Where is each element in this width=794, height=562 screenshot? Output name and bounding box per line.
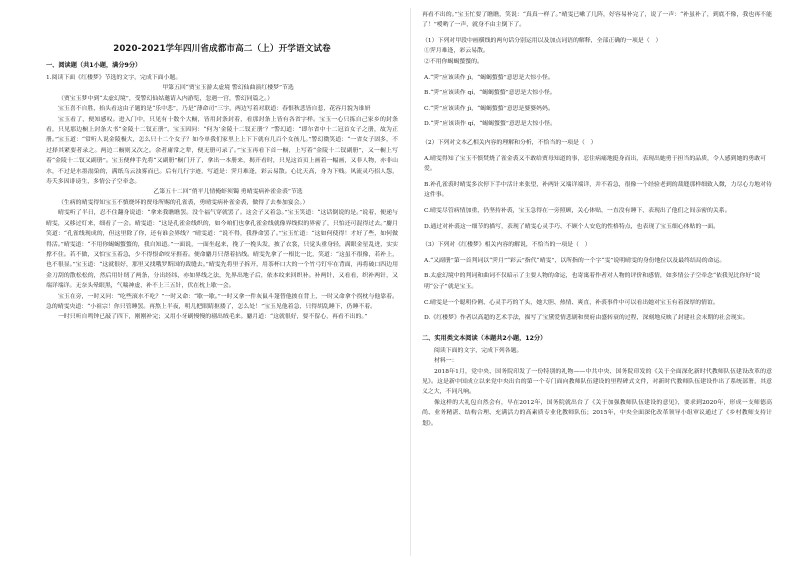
excerpt-1-title: 甲第五回“贾宝玉游太虚境 警幻仙曲演红楼梦”节选 xyxy=(162,85,294,92)
exam-title: 2020-2021学年四川省成都市高二（上）开学语文试卷 xyxy=(113,44,331,54)
question-stem: （1）下列对甲段中画横线的两句话分别运用以及加点词语的解释，全部正确的一项是（ ） xyxy=(422,37,662,44)
paragraph: 2018年1月，党中央、国务院印发了一份特别的礼物——中共中央、国务院印发的《关于全面深化新时代教师队伍建设改革的意见》。这是新中国成立以来党中央出台的第一个专门面向教师队伍建设的里程碑式文件，对新时代教师队伍建设作出了系统部署，其意义之大，不同凡响。 xyxy=(422,368,772,396)
option-d: D.“霁”应该读作 qí，“蝎蝎螫螫”意思是大惊小怪。 xyxy=(424,121,556,128)
quoted-line: ②不用你蝎蝎螫螫的。 xyxy=(424,59,483,65)
left-column xyxy=(46,0,398,562)
excerpt-2-title: 乙第五十二回“俏平儿情掩虾须镯 勇晴雯病补雀金裘”节选 xyxy=(153,189,303,196)
option-b: B.“霁”应该读作 qí，“蝎蝎螫螫”意思是大惊小怪。 xyxy=(424,90,556,97)
question-1-1 xyxy=(422,36,772,130)
option-d: D.《红楼梦》作者以高超的艺术手法，描写了宝黛爱情悲剧和贾府由盛转衰的过程，深刻地反映了封建社会末期的社会现实。 xyxy=(424,315,749,322)
paragraph: 晴雯听了半日，忍不住翻身说道：“拿来我瞧瞧罢。没个福气穿就罢了。这会子又着急。”宝玉笑道：“这话倒说的是。”说着，便递与晴雯，又移过灯来，细看了一会。晴雯道：“这是孔雀金线织的，如今咱们也拿孔雀金线就像界线似的界密了，只怕还可混得过去。”麝月笑道：“孔雀线现成的，但这里除了你，还有谁会界线？”晴雯道：“说不得，我挣命罢了。”宝玉忙道：“这如何使得！才好了些，如何做得活。”晴雯道：“不用你蝎蝎螫螫的，我自知道。”一面说，一面坐起来，挽了一挽头发，披了衣裳，只觉头重身轻，满眼金星乱迸，实实撑不住。若不做，又怕宝玉着急，少不得恨命咬牙捱着。便命麝月只帮着拈线。晴雯先拿了一根比一比，笑道：“这虽不很像，若补上，也不很显。”宝玉道：“这就很好，那里又找哦罗斯国的裁缝去。”晴雯先将里子拆开，用茶杯口大的一个竹弓钉牢在背面，再将破口四边用金刀刮的散松松的，然后用针纫了两条，分出经纬，亦如界线之法，先界出地子后，依本纹来回织补。补两针，又看看，织补两针，又端详端详。无奈头晕眼黑，气喘神虚，补不上三五针，伏在枕上歇一会。 xyxy=(46,210,398,290)
option-d: D.通过对补裘这一细节的描写，表现了晴雯心灵手巧、不顾个人安危的性格特点，也表现了宝玉细心体贴的一面。 xyxy=(424,223,720,230)
right-column xyxy=(422,0,772,562)
paragraph: 宝玉看了，便知感叹。进入门中，只见有十数个大橱，皆用封条封着，看那封条上皆有各省字样。宝玉一心只拣自己家乡的封条看，只见那边橱上封条大书“金陵十二钗正册”，宝玉因问：“何为‘金陵十二钗正册’？”警幻道：“即尔省中十二冠首女子之册，故为正册。”宝玉道：“常听人说金陵极大，怎么只十二个女子？如今单我们家里上上下下就有几百个女孩儿。”警幻微笑道：“一省女子固多，不过择其紧要者录之。两边二橱则又次之。余者庸常之辈，便无册可录了。”宝玉再看下首一橱，上写着“金陵十二钗副册”，又一橱上写着“金陵十二钗又副册”。宝玉便伸手先将“又副册”橱门开了，拿出一本册来，揭开看时，只见这首页上画着一幅画，又非人物，亦非山水，不过是水墨滃染的，满纸乌云浊雾而已。后有几行字迹，写道是：霁月难逢，彩云易散。心比天高，身为下贱。风流灵巧招人怨，寿夭多因诽谤生，多情公子空牵念。 xyxy=(46,116,398,186)
question-1-2 xyxy=(422,138,772,232)
excerpt-1-note: （贾宝玉梦中到“太虚幻境”，受警幻仙姑邀请入内游览，忽遇一宫，警幻同篇之。） xyxy=(58,95,274,102)
option-a: A.“霁”应该读作 jì，“蝎蝎螫螫”意思是大惊小怪。 xyxy=(424,74,554,81)
excerpt-2-note: （生病的晴雯得知宝玉不慎烧坏的贾母所赐的孔雀裘，勇晴雯病补雀金裘，做得了去参加宴会。） xyxy=(58,199,309,206)
option-c: C.“霁”应该读作 jì，“蝎蝎螫螫”意思是婆婆妈妈。 xyxy=(424,105,554,112)
paragraph: 宝玉在旁，一时又问：“吃些滚水不吃？”一时又命：“歇一歇。”一时又拿一件灰鼠斗篷替他披在背上，一时又命拿个拐枕与他靠着。急的晴雯央道：“小祖宗！你只管睡罢。再熬上半夜，明儿把眼睛抠搂了，怎么处！”宝玉见他着急，只得胡乱睡下，仍睡不着。 xyxy=(46,293,398,310)
question-1-3 xyxy=(422,240,772,324)
section-1-heading: 一、阅读题（共1小题，满分9分） xyxy=(46,62,142,69)
option-a: A.晴雯得知了宝玉不慎焚烧了雀金裘又不敢给贾母知道的事，忍住病痛地挺身而出，表现出她勇于担当的品质，令人感到她的勇敢可爱。 xyxy=(424,155,766,173)
paragraph: 宝玉喜不自胜，抬头看这由子题的是“乐中悲”，乃是“薄命司”三字，两边写着对联道：春恨秋悲皆自惹，花容月貌为谁妍 xyxy=(58,106,371,113)
column-divider xyxy=(410,8,411,556)
option-a: A.“又副册”第一首判词以“霁月”“彩云”指代“晴雯”，以所指的一个字“雯”说明晴雯的身份地位以及最终结局的命运。 xyxy=(424,257,726,264)
paragraph-continued: 再看不出的。”宝玉忙要了瞧瞧，笑说：“真真一样了。”晴雯已嗽了几阵，好容易补完了，说了一声：“补虽补了，到底不像，我也再不能了！”嗳哟了一声，就身不由主倒下了。 xyxy=(422,12,772,29)
paragraph: 像这样的大礼包自然会有，早在2012年，国务院就出台了《关于加强教师队伍建设的意见》，要求到2020年，形成一支师德高尚、业务精湛、结构合理、充满活力的高素质专业化教师队伍；2015年，中央全面深化改革领导小组审议通过了《乡村教师支持计划》。 xyxy=(422,399,772,427)
option-c: C.晴雯尽管病情加重，仍坚持补裘，宝玉急得在一旁照顾，关心体贴，一直没有睡下，表现出了他们之间亲密的关系。 xyxy=(424,207,731,214)
section-2-heading: 二、实用类文本阅读（本题共2小题，12分） xyxy=(422,334,547,342)
material-label: 材料一： xyxy=(434,358,458,365)
paragraph: 一时只听自鸣钟已敲了四下，刚刚补完；又用小牙刷慢慢的剔出绒毛来。麝月道：“这就很好，要不留心，再看不出的。” xyxy=(58,314,368,321)
option-b: B.补孔雀裘时晴雯多次停下手中活计来张望，补两针又端详端详，并不着急，很像一个经验老到的裁缝那样细致入微，力尽心力地对待这件事。 xyxy=(424,181,772,199)
quoted-line: ①霁月难逢，彩云易散。 xyxy=(424,48,489,55)
question-1-prompt: 1.阅读下面《红楼梦》节选的文字，完成下面小题。 xyxy=(46,75,182,81)
option-b: B.太虚幻境中的判词和曲词不仅暗示了主要人物的命运，也寄寓着作者对人物的评价和感情，如多情公子空牵念“依我见比你好”说明“公子”就是宝玉。 xyxy=(424,273,761,290)
option-c: C.晴雯是一个聪明伶俐、心灵手巧的丫头，她大胆、热情、爽直，补裘事件中可以看出她对宝玉有着深厚的情谊。 xyxy=(424,299,719,306)
question-stem: （3）下列对《红楼梦》相关内容的解说，不恰当的一项是（ ） xyxy=(422,242,591,249)
question-stem: （2）下列对文本乙相关内容的理解和分析，不恰当的一项是（ ） xyxy=(422,139,597,146)
reading-prompt: 阅读下面的文字，完成下列各题。 xyxy=(434,347,523,354)
